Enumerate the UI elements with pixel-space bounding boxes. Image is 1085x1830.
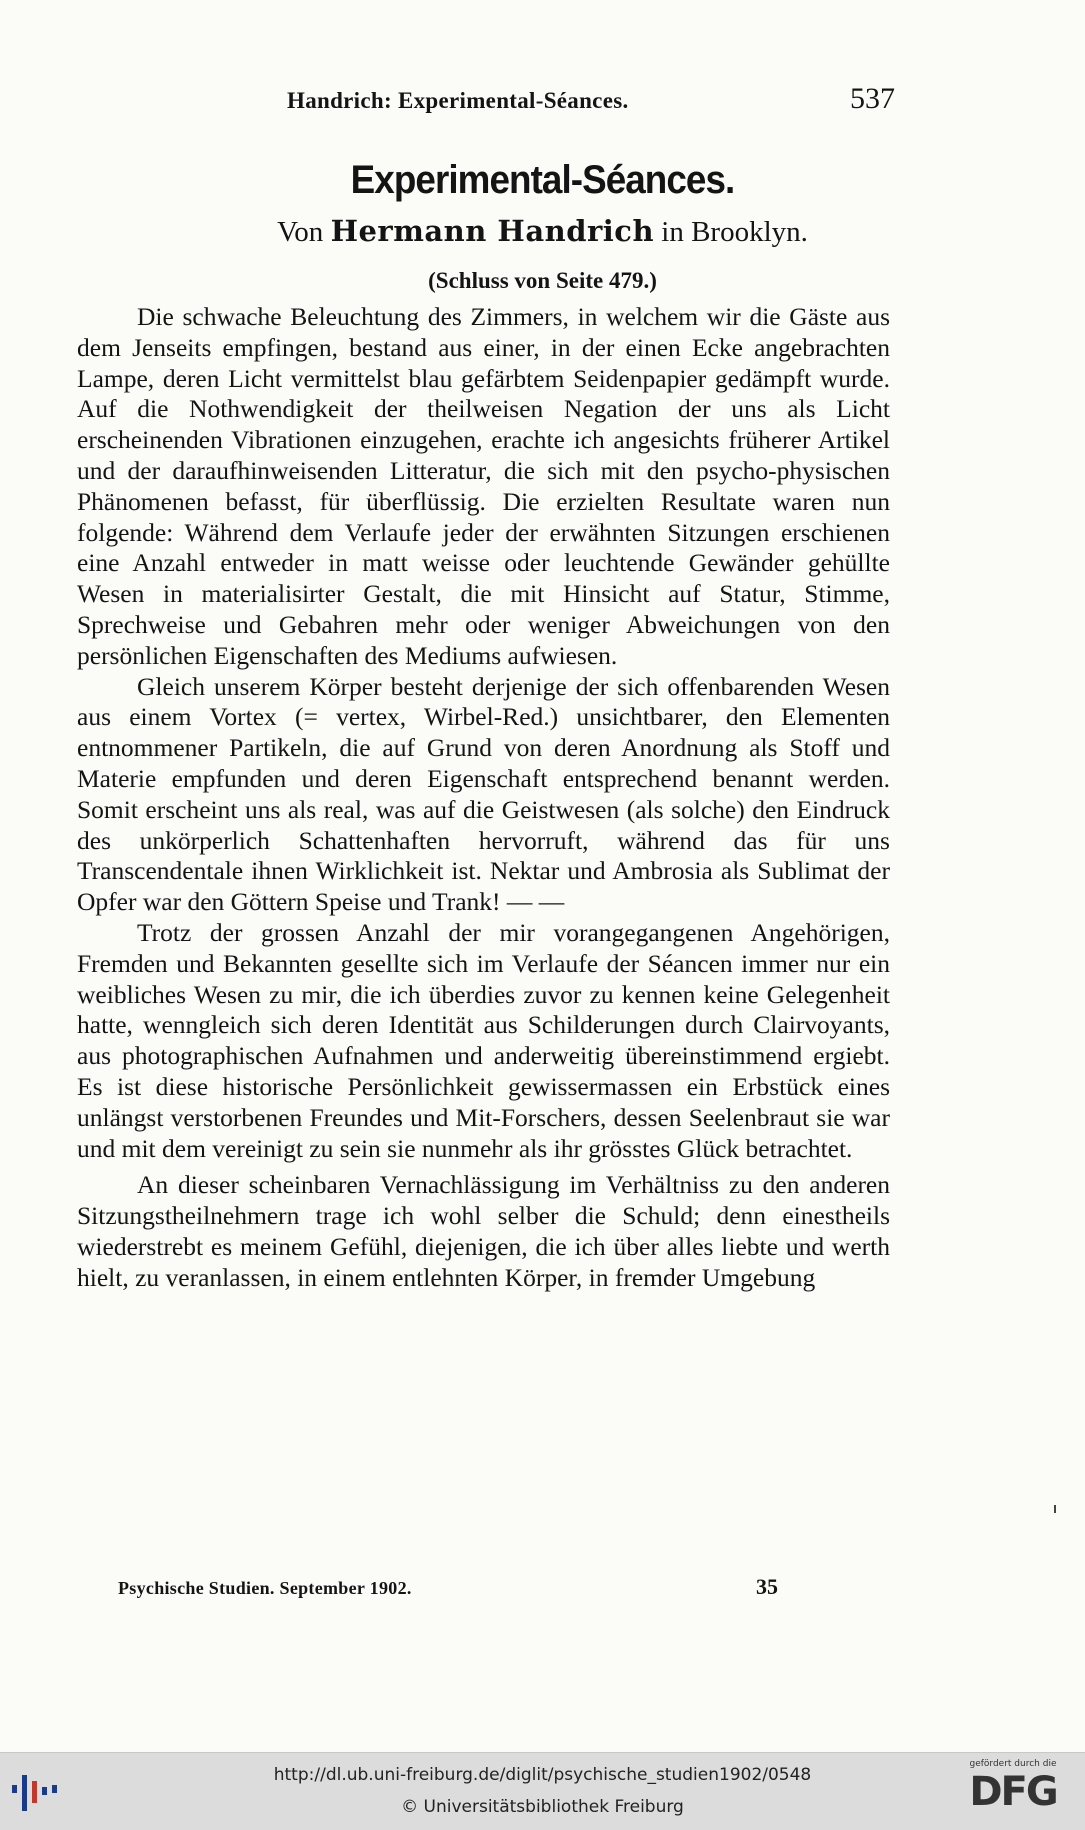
article-body: [77, 302, 890, 1294]
paragraph-2: Gleich unserem Körper besteht derjenige der sich offenbarenden Wesen aus einem Vortex (= vertex, Wirbel-Red.) unsichtbarer, den Elementen entnommener Partikeln, die auf Grund von deren Anordnung als Stoff und Materie empfunden und deren Eigenschaft entsprechend benannt werden. Somit erscheint uns als real, was auf die Geistwesen (als solche) den Eindruck des unkörperlich Schattenhaften hervorruft, während das für uns Transcendentale ihnen Wirklichkeit ist. Nektar und Ambrosia als Sublimat der Opfer war den Göttern Speise und Trank! — —: [77, 671, 890, 917]
paragraph-1: Die schwache Beleuchtung des Zimmers, in welchem wir die Gäste aus dem Jenseits empfingen, bestand aus einer, in der einen Ecke angebrachten Lampe, deren Licht vermittelst blau gefärbtem Seidenpapier gedämpft wurde. Auf die Nothwendigkeit der theilweisen Negation der uns als Licht erscheinenden Vibrationen einzugehen, erachte ich angesichts früherer Artikel und der daraufhinweisenden Litteratur, die sich mit den psycho-physischen Phänomenen befasst, für überflüssig. Die erzielten Resultate waren nun folgende: Während dem Verlaufe jeder der erwähnten Sitzungen erschienen eine Anzahl entweder in matt weisse oder leuchtende Gewänder gehüllte Wesen in materialisirter Gestalt, die mit Hinsicht auf Statur, Stimme, Sprechweise und Gebahren mehr oder weniger Abweichungen von den persönlichen Eigenschaften des Mediums aufwiesen.: [77, 302, 890, 670]
byline-suffix: in Brooklyn.: [661, 216, 808, 248]
paragraph-3: Trotz der grossen Anzahl der mir vorangegangenen Angehörigen, Fremden und Bekannten gesellte sich im Verlaufe der Séancen immer nur ein weibliches Wesen zu mir, die ich überdies zuvor zu kennen keine Gelegenheit hatte, wenngleich sich deren Identität aus Schilderungen durch Clairvoyants, aus photographischen Aufnahmen und anderweitig übereinstimmend ergiebt. Es ist diese historische Persönlichkeit gewissermassen ein Erbstück eines unlängst verstorbenen Freundes und Mit-Forschers, dessen Seelenbraut sie war und mit dem vereinigt zu sein sie nunmehr als ihr grösstes Glück betrachtet.: [77, 917, 890, 1163]
continuation-note: (Schluss von Seite 479.): [428, 268, 657, 293]
margin-mark: [1054, 1505, 1056, 1513]
journal-footer: Psychische Studien. September 1902.: [118, 1578, 412, 1598]
running-head: [75, 82, 895, 122]
running-head-title: Handrich: Experimental-Séances.: [287, 88, 629, 113]
funder-caption: gefördert durch die: [969, 1759, 1057, 1769]
viewer-bar: [0, 1752, 1085, 1830]
funder-logo: DFG: [969, 1769, 1057, 1815]
paragraph-4: An dieser scheinbaren Vernachlässigung im Verhältniss zu den anderen Sitzungstheilnehmern trage ich wohl selber die Schuld; denn einestheils wiederstrebt es meinem Gefühl, diejenigen, die ich über alles liebte und werth hielt, zu veranlassen, in einem entlehnten Körper, in fremder Umgebung: [77, 1170, 890, 1292]
article-title: Experimental-Séances.: [350, 158, 735, 202]
page-number: 537: [850, 82, 895, 115]
permalink-url[interactable]: http://dl.ub.uni-freiburg.de/diglit/psychische_studien1902/0548: [273, 1765, 812, 1785]
copyright-notice: © Universitätsbibliothek Freiburg: [401, 1797, 684, 1817]
byline-prefix: Von: [277, 216, 324, 248]
byline: [0, 214, 1085, 249]
author-name: Hermann Handrich: [330, 214, 655, 248]
signature-mark: 35: [756, 1574, 778, 1599]
dfg-logo-icon[interactable]: [953, 1759, 1073, 1825]
